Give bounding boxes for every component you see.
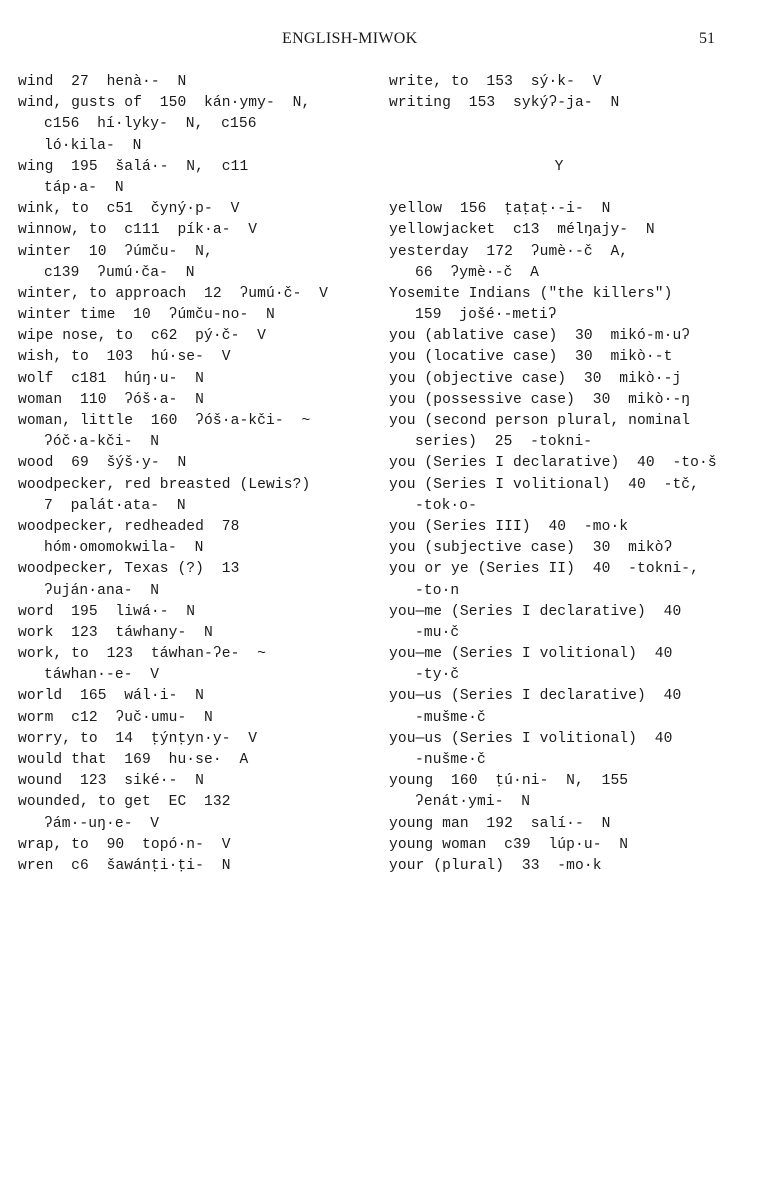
dictionary-entry-line: ló·kila- N — [44, 137, 142, 154]
dictionary-entry-line: yesterday 172 ʔumè·-č A, — [389, 243, 629, 260]
dictionary-entry-line: you (locative case) 30 mikò·-t — [389, 349, 673, 366]
section-letter-heading: Y — [554, 158, 564, 175]
dictionary-entry-line: 159 jošé·-metiʔ — [415, 307, 557, 324]
dictionary-entry-line: you—me (Series I declarative) 40 — [389, 603, 682, 620]
dictionary-entry-line: woman, little 160 ʔóš·a-kči- ~ — [18, 413, 311, 429]
dictionary-entry-line: you—us (Series I volitional) 40 — [389, 730, 673, 747]
dictionary-entry-line: write, to 153 sý·k- V — [389, 74, 602, 90]
dictionary-entry-line: -mu·č — [415, 624, 460, 641]
dictionary-entry-line: 7 palát·ata- N — [44, 497, 186, 514]
page-number: 51 — [699, 30, 715, 47]
dictionary-entry-line: ʔóč·a-kči- N — [44, 434, 160, 451]
dictionary-entry-line: you (subjective case) 30 mikòʔ — [389, 540, 673, 557]
dictionary-entry-line: worry, to 14 ṭýnṭyn·y- V — [18, 730, 258, 747]
blank-line — [389, 136, 759, 157]
dictionary-entry-line: you—me (Series I volitional) 40 — [389, 646, 673, 663]
dictionary-entry-line: young woman c39 lúp·u- N — [389, 836, 629, 853]
blank-line — [389, 178, 759, 199]
dictionary-entry-line: your (plural) 33 -mo·k — [389, 857, 602, 874]
dictionary-entry-line: ʔenát·ymi- N — [415, 794, 531, 811]
dictionary-entry-line: yellowjacket c13 mélŋajy- N — [389, 222, 655, 239]
dictionary-entry-line: worm c12 ʔuč·umu- N — [18, 709, 213, 726]
dictionary-entry-line: -mušme·č — [415, 709, 486, 726]
dictionary-entry-line: would that 169 hu·se· A — [18, 752, 249, 768]
dictionary-entry-line: woodpecker, red breasted (Lewis?) — [18, 476, 311, 493]
dictionary-entry-line: you (second person plural, nominal — [389, 413, 691, 429]
dictionary-entry-line: wipe nose, to c62 pý·č- V — [18, 328, 267, 345]
dictionary-entry-line: wound 123 siké·- N — [18, 773, 205, 790]
dictionary-entry-line: -nušme·č — [415, 752, 486, 768]
dictionary-entry-line: wing 195 šalá·- N, c11 — [18, 158, 249, 175]
dictionary-entry-line: wind 27 henà·- N — [18, 74, 187, 90]
dictionary-entry-line: winter time 10 ʔúmču-no- N — [18, 307, 275, 324]
dictionary-entry-line: woodpecker, Texas (?) 13 — [18, 561, 240, 578]
dictionary-entry-line: work, to 123 táwhan-ʔe- ~ — [18, 646, 267, 663]
dictionary-entry-line: wolf c181 húŋ·u- N — [18, 370, 205, 387]
dictionary-entry-line: work 123 táwhany- N — [18, 624, 213, 641]
dictionary-entry-line: winnow, to c111 pík·a- V — [18, 222, 258, 239]
dictionary-entry-line: wood 69 šýš·y- N — [18, 455, 187, 472]
dictionary-entry-line: wish, to 103 hú·se- V — [18, 349, 231, 366]
dictionary-entry-line: young man 192 salí·- N — [389, 815, 611, 832]
dictionary-entry-line: wink, to c51 čyný·p- V — [18, 201, 240, 218]
dictionary-entry-line: c139 ʔumú·ča- N — [44, 264, 195, 281]
dictionary-entry-line: you—us (Series I declarative) 40 — [389, 688, 682, 705]
dictionary-entry-line: c156 hí·lyky- N, c156 — [44, 116, 257, 133]
dictionary-entry-line: winter 10 ʔúmču- N, — [18, 243, 213, 260]
dictionary-entry-line: hóm·omomokwila- N — [44, 540, 204, 557]
dictionary-entry-line: word 195 liwá·- N — [18, 603, 196, 620]
dictionary-entry-line: you (objective case) 30 mikò·-j — [389, 370, 682, 387]
dictionary-entry-line: wind, gusts of 150 kán·ymy- N, — [18, 95, 311, 112]
left-column — [18, 72, 378, 877]
dictionary-entry-line: -to·n — [415, 582, 460, 599]
dictionary-entry-line: winter, to approach 12 ʔumú·č- V — [18, 285, 329, 302]
dictionary-entry-line: táp·a- N — [44, 179, 124, 196]
dictionary-entry-line: you (Series I volitional) 40 -tč, — [389, 476, 700, 493]
dictionary-entry-line: Yosemite Indians ("the killers") — [389, 285, 673, 302]
dictionary-entry-line: wrap, to 90 topó·n- V — [18, 836, 231, 853]
dictionary-entry-line: ʔuján·ana- N — [44, 582, 160, 599]
dictionary-entry-line: yellow 156 ṭaṭaṭ·-i- N — [389, 201, 611, 218]
dictionary-entry-line: táwhan·-e- V — [44, 667, 160, 684]
dictionary-entry-line: woman 110 ʔóš·a- N — [18, 391, 205, 408]
dictionary-entry-line: you or ye (Series II) 40 -tokni-, — [389, 561, 700, 578]
dictionary-entry-line: you (ablative case) 30 mikó-m·uʔ — [389, 328, 691, 345]
dictionary-entry-line: ʔám·-uŋ·e- V — [44, 815, 160, 832]
dictionary-entry-line: -ty·č — [415, 667, 460, 684]
dictionary-entry-line: 66 ʔymè·-č A — [415, 264, 540, 281]
blank-line — [389, 114, 759, 135]
dictionary-entry-line: world 165 wál·i- N — [18, 688, 205, 705]
dictionary-entry-line: wren c6 šawánṭi·ṭi- N — [18, 857, 231, 874]
running-title: ENGLISH-MIWOK — [282, 30, 418, 47]
dictionary-entry-line: you (possessive case) 30 mikò·-ŋ — [389, 391, 691, 408]
dictionary-entry-line: series) 25 -tokni- — [415, 434, 593, 451]
dictionary-entry-line: young 160 ṭú·ni- N, 155 — [389, 773, 629, 790]
dictionary-entry-line: -tok·o- — [415, 497, 478, 514]
dictionary-entry-line: woodpecker, redheaded 78 — [18, 518, 240, 535]
dictionary-entry-line: wounded, to get EC 132 — [18, 794, 231, 811]
dictionary-entry-line: writing 153 sykýʔ-ja- N — [389, 95, 620, 112]
right-column — [389, 72, 759, 877]
dictionary-entry-line: you (Series III) 40 -mo·k — [389, 518, 629, 535]
dictionary-entry-line: you (Series I declarative) 40 -to·š — [389, 455, 717, 472]
